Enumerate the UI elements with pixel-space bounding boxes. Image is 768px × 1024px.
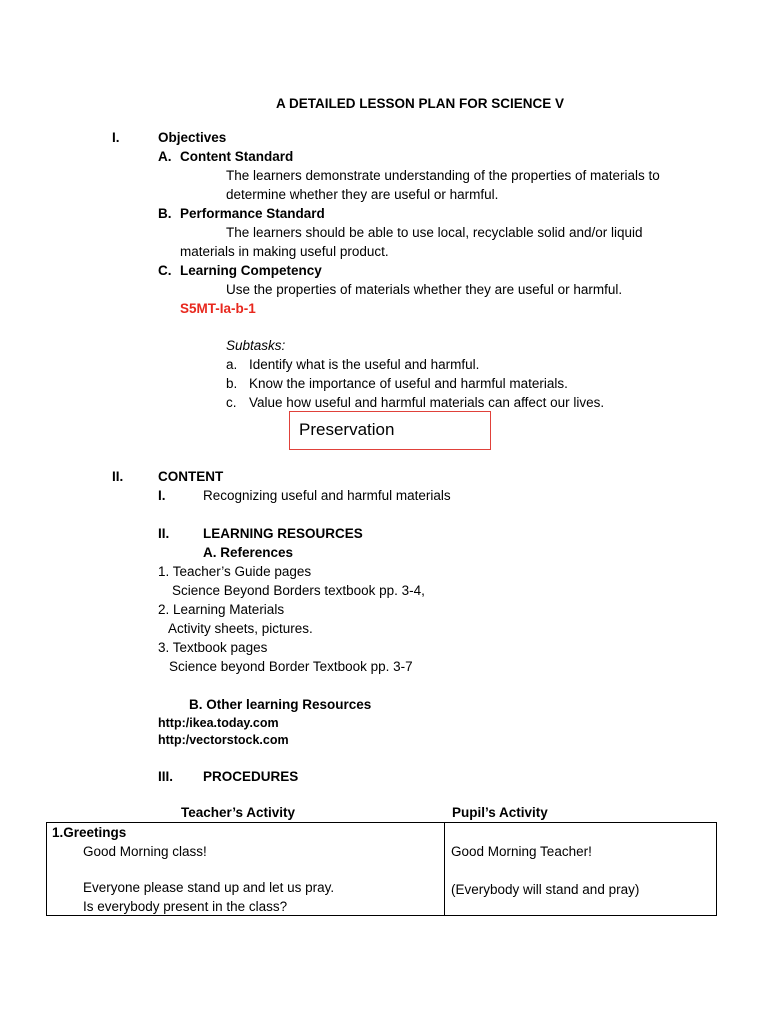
- column-divider: [444, 823, 445, 915]
- performance-standard-text: The learners should be able to use local, recyclable solid and/or liquid: [226, 225, 643, 240]
- section-number: I.: [112, 130, 120, 145]
- document-title: A DETAILED LESSON PLAN FOR SCIENCE V: [276, 96, 565, 111]
- other-resources-heading: B. Other learning Resources: [189, 697, 372, 712]
- item-letter: A.: [158, 149, 172, 164]
- competency-code: S5MT-Ia-b-1: [180, 301, 256, 316]
- teacher-activity-line: Is everybody present in the class?: [83, 899, 288, 914]
- subtask-letter: a.: [226, 357, 238, 372]
- reference-label: 3. Textbook pages: [158, 640, 268, 655]
- references-heading: A. References: [203, 545, 294, 560]
- item-letter: B.: [158, 206, 172, 221]
- sub-number: I.: [158, 488, 166, 503]
- teacher-column-header: Teacher’s Activity: [181, 805, 296, 820]
- pupil-activity-line: (Everybody will stand and pray): [451, 882, 640, 897]
- sub-number: II.: [158, 526, 170, 541]
- reference-value: Science Beyond Borders textbook pp. 3-4,: [172, 583, 425, 598]
- content-standard-text: determine whether they are useful or harmful.: [226, 187, 499, 202]
- teacher-activity-line: Good Morning class!: [83, 844, 207, 859]
- sub-number: III.: [158, 769, 174, 784]
- content-standard-label: Content Standard: [180, 149, 294, 164]
- item-letter: C.: [158, 263, 172, 278]
- section-number: II.: [112, 469, 124, 484]
- section-heading-objectives: Objectives: [158, 130, 227, 145]
- reference-value: Science beyond Border Textbook pp. 3-7: [169, 659, 413, 674]
- pupil-column-header: Pupil’s Activity: [452, 805, 548, 820]
- learning-competency-text: Use the properties of materials whether they are useful or harmful.: [226, 282, 623, 297]
- subtask-letter: b.: [226, 376, 238, 391]
- reference-value: Activity sheets, pictures.: [168, 621, 313, 636]
- learning-competency-label: Learning Competency: [180, 263, 322, 278]
- resource-link[interactable]: http:/vectorstock.com: [158, 733, 289, 747]
- content-topic: Recognizing useful and harmful materials: [203, 488, 451, 503]
- section-heading-content: CONTENT: [158, 469, 224, 484]
- procedures-heading: PROCEDURES: [203, 769, 299, 784]
- subtask-letter: c.: [226, 395, 237, 410]
- reference-label: 2. Learning Materials: [158, 602, 285, 617]
- greetings-label: 1.Greetings: [52, 825, 127, 840]
- resource-link[interactable]: http:/ikea.today.com: [158, 716, 279, 730]
- subtask-item: Value how useful and harmful materials can affect our lives.: [249, 395, 605, 410]
- learning-resources-heading: LEARNING RESOURCES: [203, 526, 363, 541]
- subtask-item: Identify what is the useful and harmful.: [249, 357, 480, 372]
- reference-label: 1. Teacher’s Guide pages: [158, 564, 312, 579]
- subtasks-label: Subtasks:: [226, 338, 286, 353]
- pupil-activity-line: Good Morning Teacher!: [451, 844, 592, 859]
- performance-standard-label: Performance Standard: [180, 206, 325, 221]
- value-focus-text: Preservation: [299, 420, 395, 439]
- performance-standard-text: materials in making useful product.: [180, 244, 389, 259]
- value-focus-box: [289, 411, 491, 450]
- teacher-activity-line: Everyone please stand up and let us pray.: [83, 880, 335, 895]
- content-standard-text: The learners demonstrate understanding of the properties of materials to: [226, 168, 660, 183]
- subtask-item: Know the importance of useful and harmful materials.: [249, 376, 568, 391]
